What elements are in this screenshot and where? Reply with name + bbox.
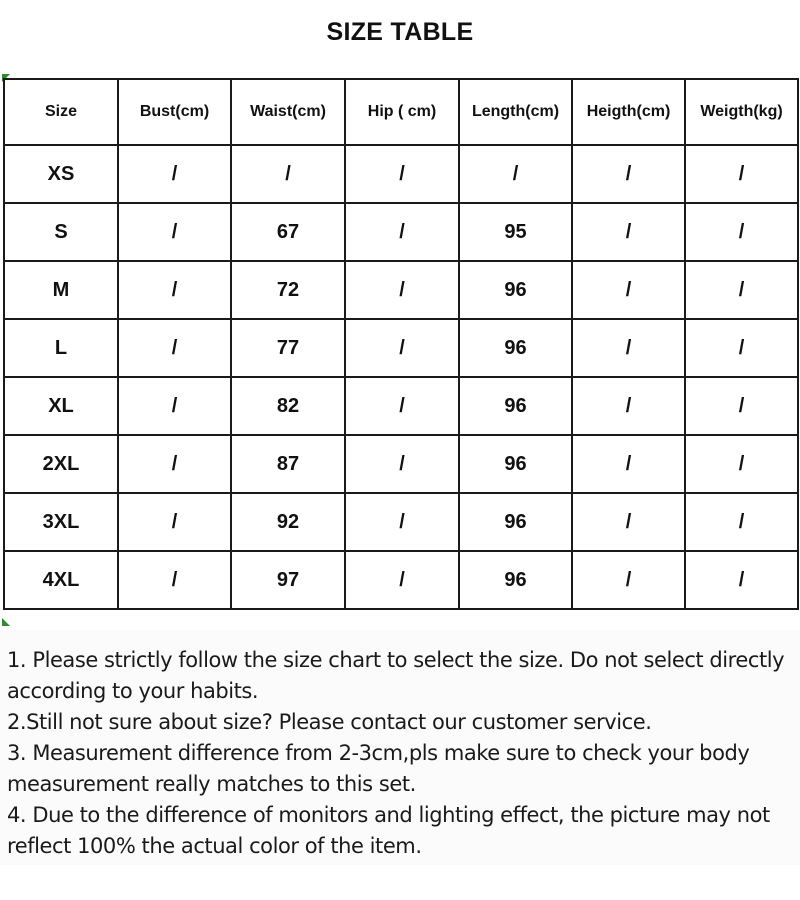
height-cell: / [572,551,685,609]
note-line: according to your habits. [7,679,259,703]
size-table-container [3,78,797,610]
note-line: measurement really matches to this set. [7,772,416,796]
bust-cell: / [118,435,231,493]
weight-cell: / [685,551,798,609]
table-row [4,145,798,203]
column-header-waist: Waist(cm) [231,79,345,145]
note-line: 4. Due to the difference of monitors and lighting effect, the picture may not [7,803,770,827]
table-row [4,203,798,261]
height-cell: / [572,203,685,261]
page-title: SIZE TABLE [326,18,474,46]
weight-cell: / [685,377,798,435]
size-cell: XL [4,377,118,435]
weight-cell: / [685,145,798,203]
length-cell: / [459,145,572,203]
length-cell: 96 [459,261,572,319]
weight-cell: / [685,261,798,319]
note-line: 3. Measurement difference from 2-3cm,pls make sure to check your body [7,741,750,765]
height-cell: / [572,435,685,493]
waist-cell: 87 [231,435,345,493]
waist-cell: 97 [231,551,345,609]
weight-cell: / [685,319,798,377]
weight-cell: / [685,435,798,493]
table-row [4,261,798,319]
column-header-length: Length(cm) [459,79,572,145]
size-cell: 3XL [4,493,118,551]
bust-cell: / [118,261,231,319]
waist-cell: / [231,145,345,203]
note-line: 1. Please strictly follow the size chart to select the size. Do not select directly [7,648,785,672]
hip-cell: / [345,551,459,609]
bust-cell: / [118,145,231,203]
waist-cell: 72 [231,261,345,319]
length-cell: 96 [459,493,572,551]
hip-cell: / [345,203,459,261]
length-cell: 95 [459,203,572,261]
height-cell: / [572,145,685,203]
corner-accent-bottom [2,618,10,626]
table-header-row [4,79,798,145]
waist-cell: 77 [231,319,345,377]
length-cell: 96 [459,319,572,377]
bust-cell: / [118,551,231,609]
size-table [3,78,799,610]
bust-cell: / [118,377,231,435]
length-cell: 96 [459,435,572,493]
column-header-bust: Bust(cm) [118,79,231,145]
table-row [4,435,798,493]
waist-cell: 92 [231,493,345,551]
column-header-size: Size [4,79,118,145]
size-cell: L [4,319,118,377]
note-line: reflect 100% the actual color of the item. [7,834,422,858]
length-cell: 96 [459,551,572,609]
height-cell: / [572,261,685,319]
size-notes [0,630,800,865]
waist-cell: 82 [231,377,345,435]
hip-cell: / [345,319,459,377]
waist-cell: 67 [231,203,345,261]
hip-cell: / [345,435,459,493]
hip-cell: / [345,493,459,551]
bust-cell: / [118,493,231,551]
column-header-hip: Hip ( cm) [345,79,459,145]
height-cell: / [572,493,685,551]
size-cell: 4XL [4,551,118,609]
table-row [4,493,798,551]
size-cell: XS [4,145,118,203]
hip-cell: / [345,377,459,435]
size-cell: 2XL [4,435,118,493]
table-row [4,319,798,377]
table-row [4,377,798,435]
length-cell: 96 [459,377,572,435]
size-cell: S [4,203,118,261]
height-cell: / [572,377,685,435]
bust-cell: / [118,203,231,261]
column-header-height: Heigth(cm) [572,79,685,145]
note-line: 2.Still not sure about size? Please contact our customer service. [7,710,652,734]
table-row [4,551,798,609]
height-cell: / [572,319,685,377]
size-cell: M [4,261,118,319]
weight-cell: / [685,493,798,551]
bust-cell: / [118,319,231,377]
column-header-weight: Weigth(kg) [685,79,798,145]
hip-cell: / [345,145,459,203]
weight-cell: / [685,203,798,261]
hip-cell: / [345,261,459,319]
